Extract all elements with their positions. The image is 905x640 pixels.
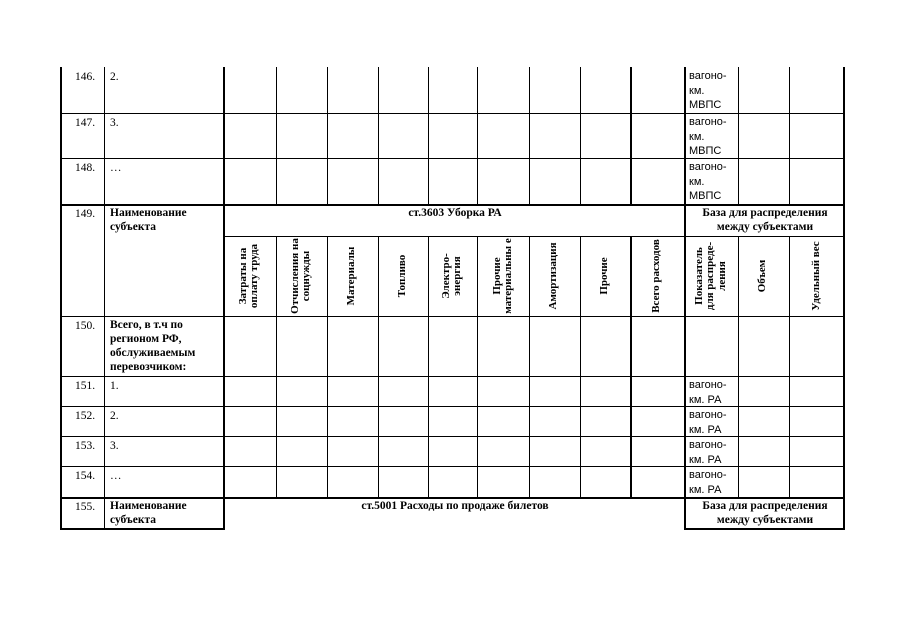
- row-name: 3.: [110, 117, 119, 129]
- distribution-unit: вагоно-км. РА: [689, 469, 727, 496]
- row-name: 2.: [110, 410, 119, 422]
- distribution-base-header: База для распределения между субъектами: [702, 500, 828, 526]
- row-name: 1.: [110, 380, 119, 392]
- col-header-materials: Материалы: [345, 246, 358, 306]
- row-number: 153.: [75, 440, 96, 452]
- col-header-electricity: Электро-энергия: [439, 253, 463, 299]
- row-number: 146.: [75, 71, 96, 83]
- col-header-distribution-indicator: Показатель для распреде-ления: [692, 241, 728, 311]
- row-name: 2.: [110, 71, 119, 83]
- row-name: …: [110, 162, 122, 174]
- row-number: 150.: [75, 320, 96, 332]
- col-header-share: Удельный вес: [810, 241, 823, 311]
- row-number: 154.: [75, 470, 96, 482]
- row-number: 155.: [75, 501, 96, 513]
- row-name: 3.: [110, 440, 119, 452]
- subject-name-header: Наименование субъекта: [110, 500, 187, 526]
- distribution-unit: вагоно-км. МВПС: [689, 70, 727, 111]
- col-header-social-contributions: Отчисления на соцнужды: [288, 238, 312, 314]
- distribution-base-header: База для распределения между субъектами: [702, 207, 828, 233]
- col-header-other: Прочие: [598, 257, 611, 295]
- row-number: 152.: [75, 410, 96, 422]
- row-name: …: [110, 470, 122, 482]
- col-header-labor-costs: Затраты на оплату труда: [236, 243, 260, 309]
- row-number: 149.: [75, 208, 96, 220]
- distribution-unit: вагоно-км. РА: [689, 439, 727, 466]
- distribution-unit: вагоно-км. МВПС: [689, 116, 727, 157]
- distribution-unit: вагоно-км. РА: [689, 409, 727, 436]
- distribution-unit: вагоно-км. МВПС: [689, 161, 727, 202]
- col-header-volume: Объем: [756, 259, 769, 293]
- row-number: 151.: [75, 380, 96, 392]
- section-title: ст.3603 Уборка РА: [408, 207, 502, 219]
- row-number: 147.: [75, 117, 96, 129]
- total-by-regions-label: Всего, в т.ч по регионом РФ, обслуживаемым перевозчиком:: [110, 319, 196, 373]
- col-header-fuel: Топливо: [396, 254, 409, 298]
- distribution-unit: вагоно-км. РА: [689, 379, 727, 406]
- col-header-total-costs: Всего расходов: [650, 239, 663, 313]
- section-title: ст.5001 Расходы по продаже билетов: [361, 500, 549, 512]
- col-header-other-materials: Прочие материальны е: [490, 238, 514, 314]
- col-header-depreciation: Амортизация: [547, 242, 560, 310]
- row-number: 148.: [75, 162, 96, 174]
- subject-name-header: Наименование субъекта: [110, 207, 187, 233]
